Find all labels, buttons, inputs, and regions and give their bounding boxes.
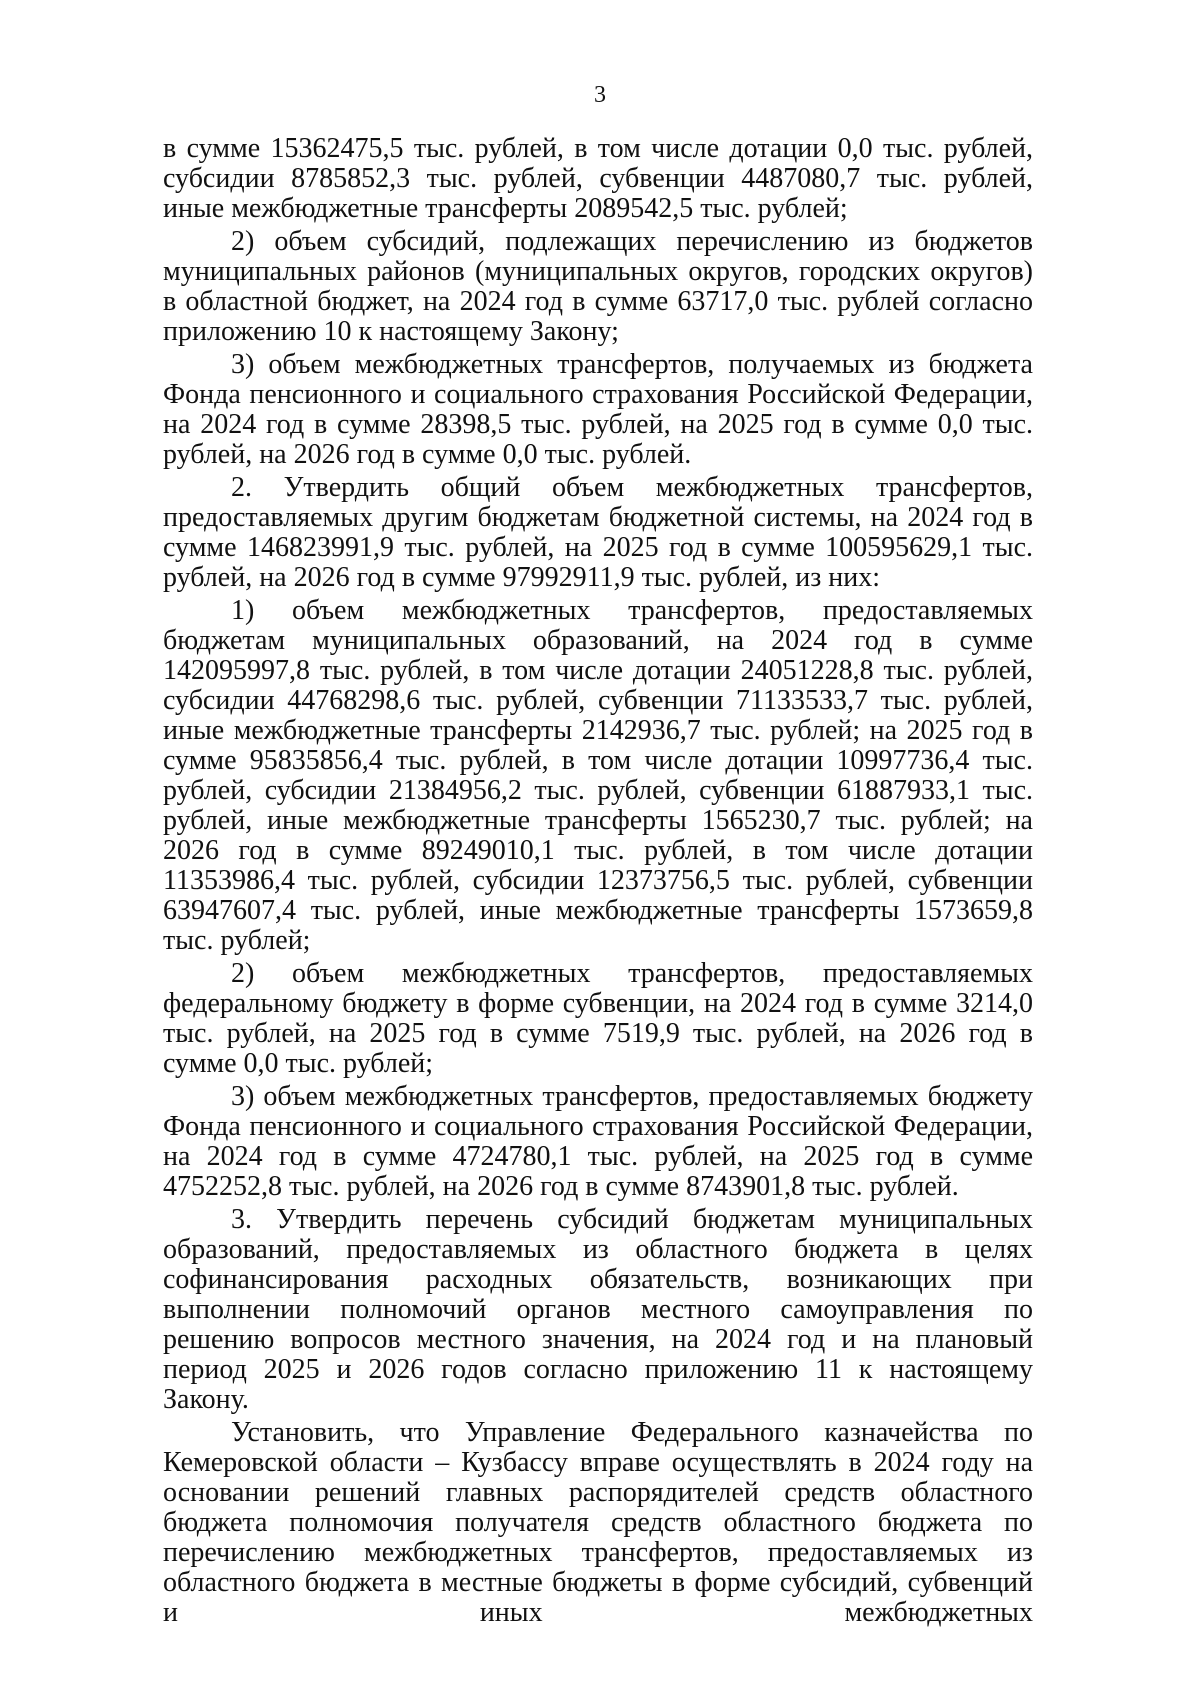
paragraph-item-1-3: 3) объем межбюджетных трансфертов, получаемых из бюджета Фонда пенсионного и социального страхования Российской Федерации, на 2024 год в сумме 28398,5 тыс. рублей, на 2025 год в сумме 0,0 тыс. рублей, на 2026 год в сумме 0,0 тыс. рублей. (163, 349, 1033, 470)
paragraph-clause-2: 2. Утвердить общий объем межбюджетных трансфертов, предоставляемых другим бюджетам бюджетной системы, на 2024 год в сумме 146823991,9 тыс. рублей, на 2025 год в сумме 100595629,1 тыс. рублей, на 2026 год в сумме 97992911,9 тыс. рублей, из них: (163, 472, 1033, 593)
paragraph-item-1-2: 2) объем субсидий, подлежащих перечислению из бюджетов муниципальных районов (муниципальных округов, городских округов) в областной бюджет, на 2024 год в сумме 63717,0 тыс. рублей согласно приложению 10 к настоящему Закону; (163, 226, 1033, 347)
paragraph-clause-3: 3. Утвердить перечень субсидий бюджетам муниципальных образований, предоставляемых из областного бюджета в целях софинансирования расходных обязательств, возникающих при выполнении полномочий органов местного самоуправления по решению вопросов местного значения, на 2024 год и на плановый период 2025 и 2026 годов согласно приложению 11 к настоящему Закону. (163, 1204, 1033, 1415)
page-number: 3 (594, 82, 606, 108)
paragraph-item-2-1: 1) объем межбюджетных трансфертов, предоставляемых бюджетам муниципальных образований, на 2024 год в сумме 142095997,8 тыс. рублей, в том числе дотации 24051228,8 тыс. рублей, субсидии 44768298,6 тыс. рублей, субвенции 71133533,7 тыс. рублей, иные межбюджетные трансферты 2142936,7 тыс. рублей; на 2025 год в сумме 95835856,4 тыс. рублей, в том числе дотации 10997736,4 тыс. рублей, субсидии 21384956,2 тыс. рублей, субвенции 61887933,1 тыс. рублей, иные межбюджетные трансферты 1565230,7 тыс. рублей; на 2026 год в сумме 89249010,1 тыс. рублей, в том числе дотации 11353986,4 тыс. рублей, субсидии 12373756,5 тыс. рублей, субвенции 63947607,4 тыс. рублей, иные межбюджетные трансферты 1573659,8 тыс. рублей; (163, 595, 1033, 956)
paragraph-item-2-2: 2) объем межбюджетных трансфертов, предоставляемых федеральному бюджету в форме субвенции, на 2024 год в сумме 3214,0 тыс. рублей, на 2025 год в сумме 7519,9 тыс. рублей, на 2026 год в сумме 0,0 тыс. рублей; (163, 958, 1033, 1079)
document-body (163, 134, 1033, 1631)
paragraph-treasury-clause: Установить, что Управление Федерального казначейства по Кемеровской области – Кузбассу вправе осуществлять в 2024 году на основании решений главных распорядителей средств областного бюджета полномочия получателя средств областного бюджета по перечислению межбюджетных трансфертов, предоставляемых из областного бюджета в местные бюджеты в форме субсидий, субвенций и иных межбюджетных (163, 1417, 1033, 1628)
paragraph-item-2-3: 3) объем межбюджетных трансфертов, предоставляемых бюджету Фонда пенсионного и социального страхования Российской Федерации, на 2024 год в сумме 4724780,1 тыс. рублей, на 2025 год в сумме 4752252,8 тыс. рублей, на 2026 год в сумме 8743901,8 тыс. рублей. (163, 1081, 1033, 1202)
paragraph-continuation: в сумме 15362475,5 тыс. рублей, в том числе дотации 0,0 тыс. рублей, субсидии 8785852,3 тыс. рублей, субвенции 4487080,7 тыс. рублей, иные межбюджетные трансферты 2089542,5 тыс. рублей; (163, 133, 1033, 224)
